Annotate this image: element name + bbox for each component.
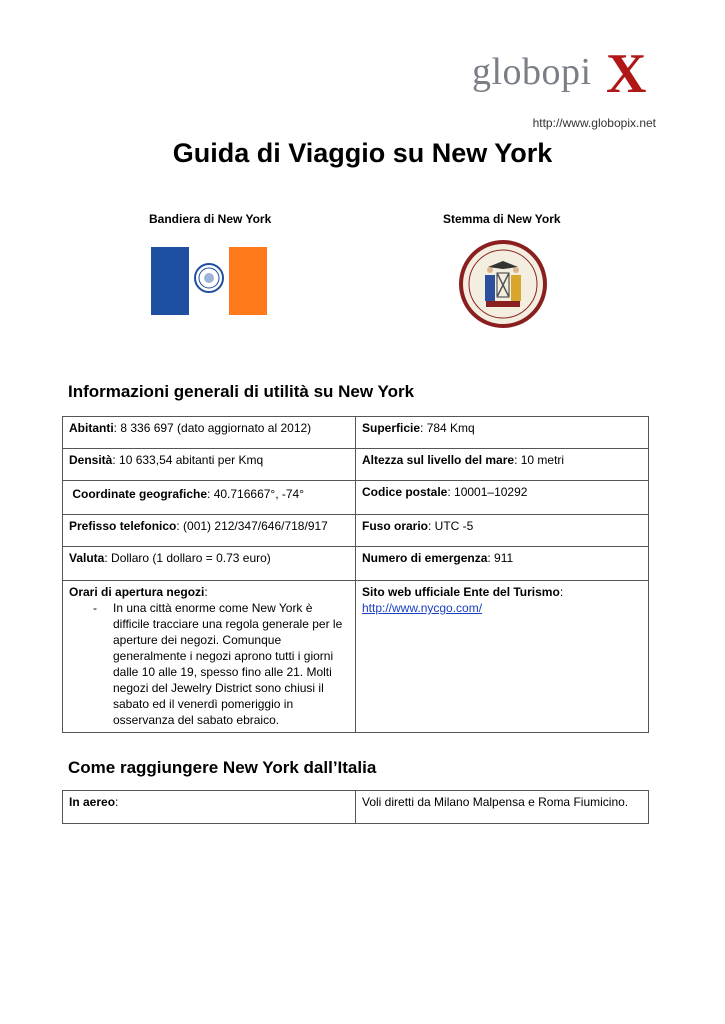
shops-label: Orari di apertura negozi <box>69 585 205 599</box>
info-table <box>62 416 649 733</box>
cell-value: : (001) 212/347/646/718/917 <box>176 519 328 533</box>
cell-value: : 10 633,54 abitanti per Kmq <box>112 453 264 467</box>
nyc-seal-image <box>458 239 548 329</box>
cell-value: : 911 <box>487 551 514 565</box>
logo-text: globopi <box>472 51 592 93</box>
shops-list <box>69 600 349 728</box>
table-cell <box>356 515 649 547</box>
table-row <box>63 481 649 515</box>
cell-label: Codice postale <box>362 485 448 499</box>
list-item: - In una città enorme come New York è difficile tracciare una regola generale per le aperture dei negozi. Comunque generalmente i negozi aprono tutti i giorni dalle 10 alle 19, spesso fino alle 21. Molti negozi del Jewelry District sono chiusi il sabato ed il venerdì pomeriggio in osservanza del sabato ebraico. <box>93 600 349 728</box>
table-cell <box>356 581 649 733</box>
cell-value: : 10 metri <box>514 453 565 467</box>
table-row <box>63 449 649 481</box>
table-cell <box>63 417 356 449</box>
table-cell <box>356 547 649 581</box>
table-row <box>63 417 649 449</box>
tourism-link[interactable]: http://www.nycgo.com/ <box>362 601 483 615</box>
nyc-flag-image <box>151 247 267 315</box>
globopix-logo <box>472 43 652 110</box>
table-cell <box>63 581 356 733</box>
info-heading: Informazioni generali di utilità su New York <box>68 382 415 401</box>
cell-label: Prefisso telefonico <box>69 519 177 533</box>
cell-value: : Dollaro (1 dollaro = 0.73 euro) <box>104 551 271 565</box>
table-row <box>63 547 649 581</box>
table-cell <box>356 449 649 481</box>
cell-label: Densità <box>69 453 113 467</box>
cell-label: Abitanti <box>69 421 114 435</box>
cell-value: : UTC -5 <box>428 519 474 533</box>
table-cell <box>356 791 649 824</box>
travel-table <box>62 790 649 824</box>
cell-label: Altezza sul livello del mare <box>362 453 515 467</box>
table-cell <box>356 417 649 449</box>
cell-label: Numero di emergenza <box>362 551 488 565</box>
cell-value: : 784 Kmq <box>420 421 475 435</box>
table-cell <box>63 515 356 547</box>
cell-label: Valuta <box>69 551 105 565</box>
tourism-label: Sito web ufficiale Ente del Turismo <box>362 585 560 599</box>
page-title: Guida di Viaggio su New York <box>172 138 553 168</box>
table-cell <box>63 791 356 824</box>
logo-x: X <box>606 43 647 105</box>
cell-value: : 10001–10292 <box>447 485 528 499</box>
table-row <box>63 515 649 547</box>
cell-label: Fuso orario <box>362 519 429 533</box>
seal-caption: Stemma di New York <box>443 212 561 226</box>
travel-heading: Come raggiungere New York dall’Italia <box>68 758 377 777</box>
table-cell <box>63 481 356 515</box>
cell-value: : 40.716667°, -74° <box>207 487 305 501</box>
tourism-colon: : <box>559 585 564 599</box>
flag-caption: Bandiera di New York <box>149 212 272 226</box>
shops-colon: : <box>204 585 208 599</box>
table-cell <box>356 481 649 515</box>
cell-label: In aereo <box>69 795 116 809</box>
cell-colon: : <box>115 795 119 809</box>
site-url[interactable]: http://www.globopix.net <box>532 116 656 130</box>
cell-value: Voli diretti da Milano Malpensa e Roma Fiumicino. <box>362 795 629 809</box>
table-cell <box>63 449 356 481</box>
table-cell <box>63 547 356 581</box>
cell-value: : 8 336 697 (dato aggiornato al 2012) <box>113 421 312 435</box>
table-row <box>63 791 649 824</box>
cell-label: Coordinate geografiche <box>72 487 208 501</box>
cell-label: Superficie <box>362 421 421 435</box>
table-row <box>63 581 649 733</box>
